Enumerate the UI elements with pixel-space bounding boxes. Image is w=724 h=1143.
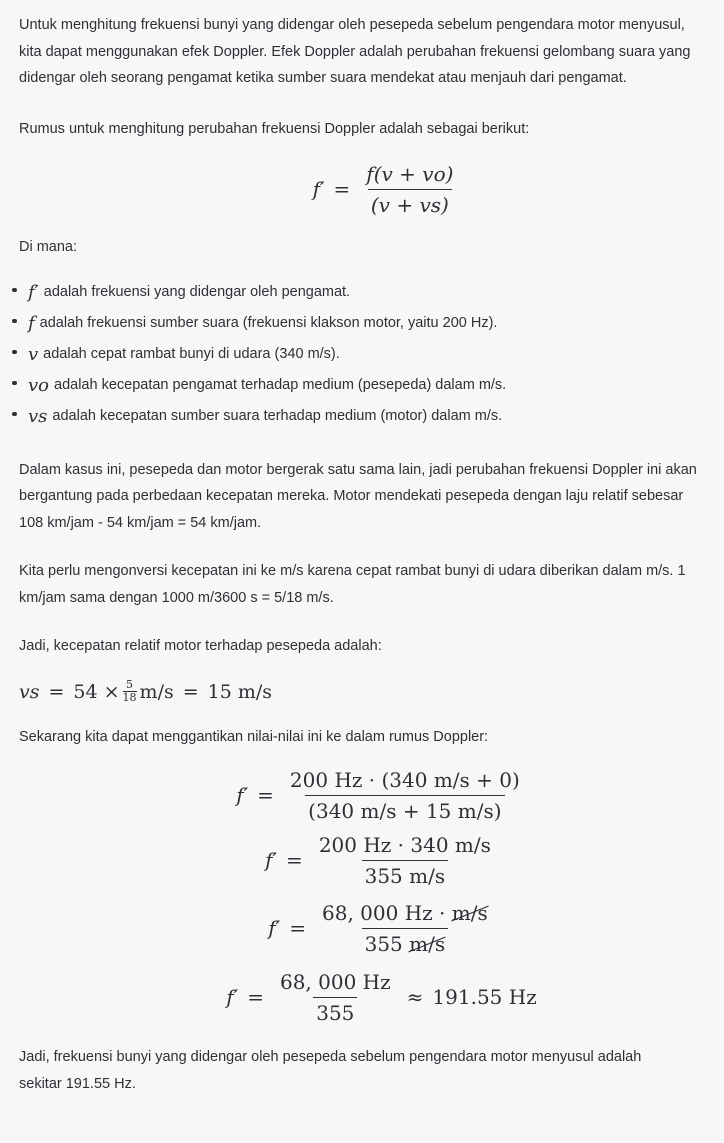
variable-symbol: vo: [28, 374, 50, 396]
step-1: f′ = $\frac{200 Hz \cdot (340 m/s + 0)}{(340 m/s + 15 m/s)}$: [236, 764, 527, 826]
formula-intro: Rumus untuk menghitung perubahan frekuensi Doppler adalah sebagai berikut:: [19, 120, 530, 137]
variable-description: adalah kecepatan pengamat terhadap medium (pesepeda) dalam m/s.: [54, 377, 507, 393]
variable-description: adalah frekuensi sumber suara (frekuensi klakson motor, yaitu 200 Hz).: [39, 315, 498, 331]
substitute-paragraph: Sekarang kita dapat menggantikan nilai-nilai ini ke dalam rumus Doppler:: [19, 728, 489, 745]
step-fraction: [316, 833, 494, 888]
step-numerator: 68, 000 Hz: [279, 969, 391, 994]
vs-lhs: vs: [19, 680, 40, 703]
equals-sign: =: [48, 680, 65, 703]
step-3: f′ = $\frac{68, 000 Hz \cdot m/s}{355 m/s}$: [268, 894, 494, 962]
formula-denominator: (v + vs): [368, 189, 452, 217]
variable-symbol: vs: [28, 405, 48, 427]
denominator-value: 355: [364, 931, 403, 956]
numerator-value: 68, 000 Hz ·: [322, 900, 446, 925]
vs-result: 15 m/s: [207, 680, 273, 703]
step-2: f′ = $\frac{200 Hz \cdot 340 m/s}{355 m/s}$: [265, 826, 498, 894]
conclusion-paragraph: Jadi, frekuensi bunyi yang didengar oleh pesepeda sebelum pengendara motor menyusul adalah sekitar 191.55 Hz.: [19, 1049, 642, 1092]
cancelled-unit: m/s: [409, 931, 446, 956]
step-denominator: 355: [313, 997, 357, 1025]
step-denominator: (340 m/s + 15 m/s): [305, 795, 504, 823]
list-item: [19, 277, 714, 308]
equals-sign: =: [182, 680, 199, 703]
doppler-formula: f′ = $\frac{f(v + vo)}{(v + vs)}$: [19, 154, 714, 224]
list-item: [19, 370, 714, 401]
conversion-fraction: [123, 679, 137, 704]
list-item: [19, 308, 714, 339]
step-lhs: f′: [226, 985, 239, 1009]
unit: m/s: [139, 680, 174, 703]
variable-description: adalah kecepatan sumber suara terhadap medium (motor) dalam m/s.: [52, 408, 503, 424]
relative-speed-equation: [19, 672, 714, 712]
step-denominator: 355 m/s: [362, 860, 449, 888]
calculation-steps: [19, 764, 714, 1032]
variable-description: adalah frekuensi yang didengar oleh pengamat.: [43, 284, 351, 300]
formula-numerator: f(v + vo): [366, 161, 454, 186]
variable-symbol: v: [28, 343, 39, 365]
step-numerator: 200 Hz · (340 m/s + 0): [289, 767, 520, 792]
step-lhs: f′: [268, 916, 281, 940]
list-item: [19, 339, 714, 370]
list-item: [19, 401, 714, 432]
formula-lhs: f′: [312, 177, 325, 201]
fraction-numerator: 5: [126, 678, 134, 691]
convert-paragraph: Kita perlu mengonversi kecepatan ini ke m/s karena cepat rambat bunyi di udara diberikan dalam m/s. 1 km/jam sama dengan 1000 m/3600 s = 5/18 m/s.: [19, 563, 686, 606]
step-denominator: [362, 928, 449, 956]
variable-description: adalah cepat rambat bunyi di udara (340 m/s).: [43, 346, 340, 362]
step-lhs: f′: [236, 783, 249, 807]
step-4: f′ = $\frac{68, 000 Hz}{355}$ ≈ 191.55 Hz: [226, 969, 537, 1025]
relative-paragraph: Jadi, kecepatan relatif motor terhadap pesepeda adalah:: [19, 638, 382, 654]
variable-list: [19, 277, 714, 432]
step-fraction: [287, 768, 523, 823]
formula-fraction: [363, 162, 456, 217]
cancelled-unit: m/s: [451, 900, 488, 925]
case-paragraph: Dalam kasus ini, pesepeda dan motor bergerak satu sama lain, jadi perubahan frekuensi Doppler ini akan bergantung pada perbedaan kecepatan mereka. Motor mendekati pesepeda dengan laju relatif sebesar 108 km/jam - 54 km/jam = 54 km/jam.: [19, 461, 697, 531]
step-numerator: [319, 901, 491, 928]
fraction-denominator: 18: [122, 691, 137, 704]
variable-symbol: f′: [28, 281, 39, 303]
step-fraction: [277, 970, 394, 1025]
step-numerator: 200 Hz · 340 m/s: [318, 832, 491, 857]
step-fraction: [319, 901, 491, 956]
final-result: 191.55 Hz: [432, 985, 537, 1009]
multiplier: 54 ×: [73, 680, 120, 703]
approx-sign: ≈: [406, 985, 424, 1009]
intro-paragraph: Untuk menghitung frekuensi bunyi yang didengar oleh pesepeda sebelum pengendara motor menyusul, kita dapat menggunakan efek Doppler. Efek Doppler adalah perubahan frekuensi gelombang suara yang didengar oleh seorang pengamat ketika sumber suara mendekat atau menjauh dari pengamat.: [19, 17, 691, 86]
where-label: Di mana:: [19, 239, 78, 255]
variable-symbol: f: [28, 312, 35, 334]
step-lhs: f′: [265, 848, 278, 872]
